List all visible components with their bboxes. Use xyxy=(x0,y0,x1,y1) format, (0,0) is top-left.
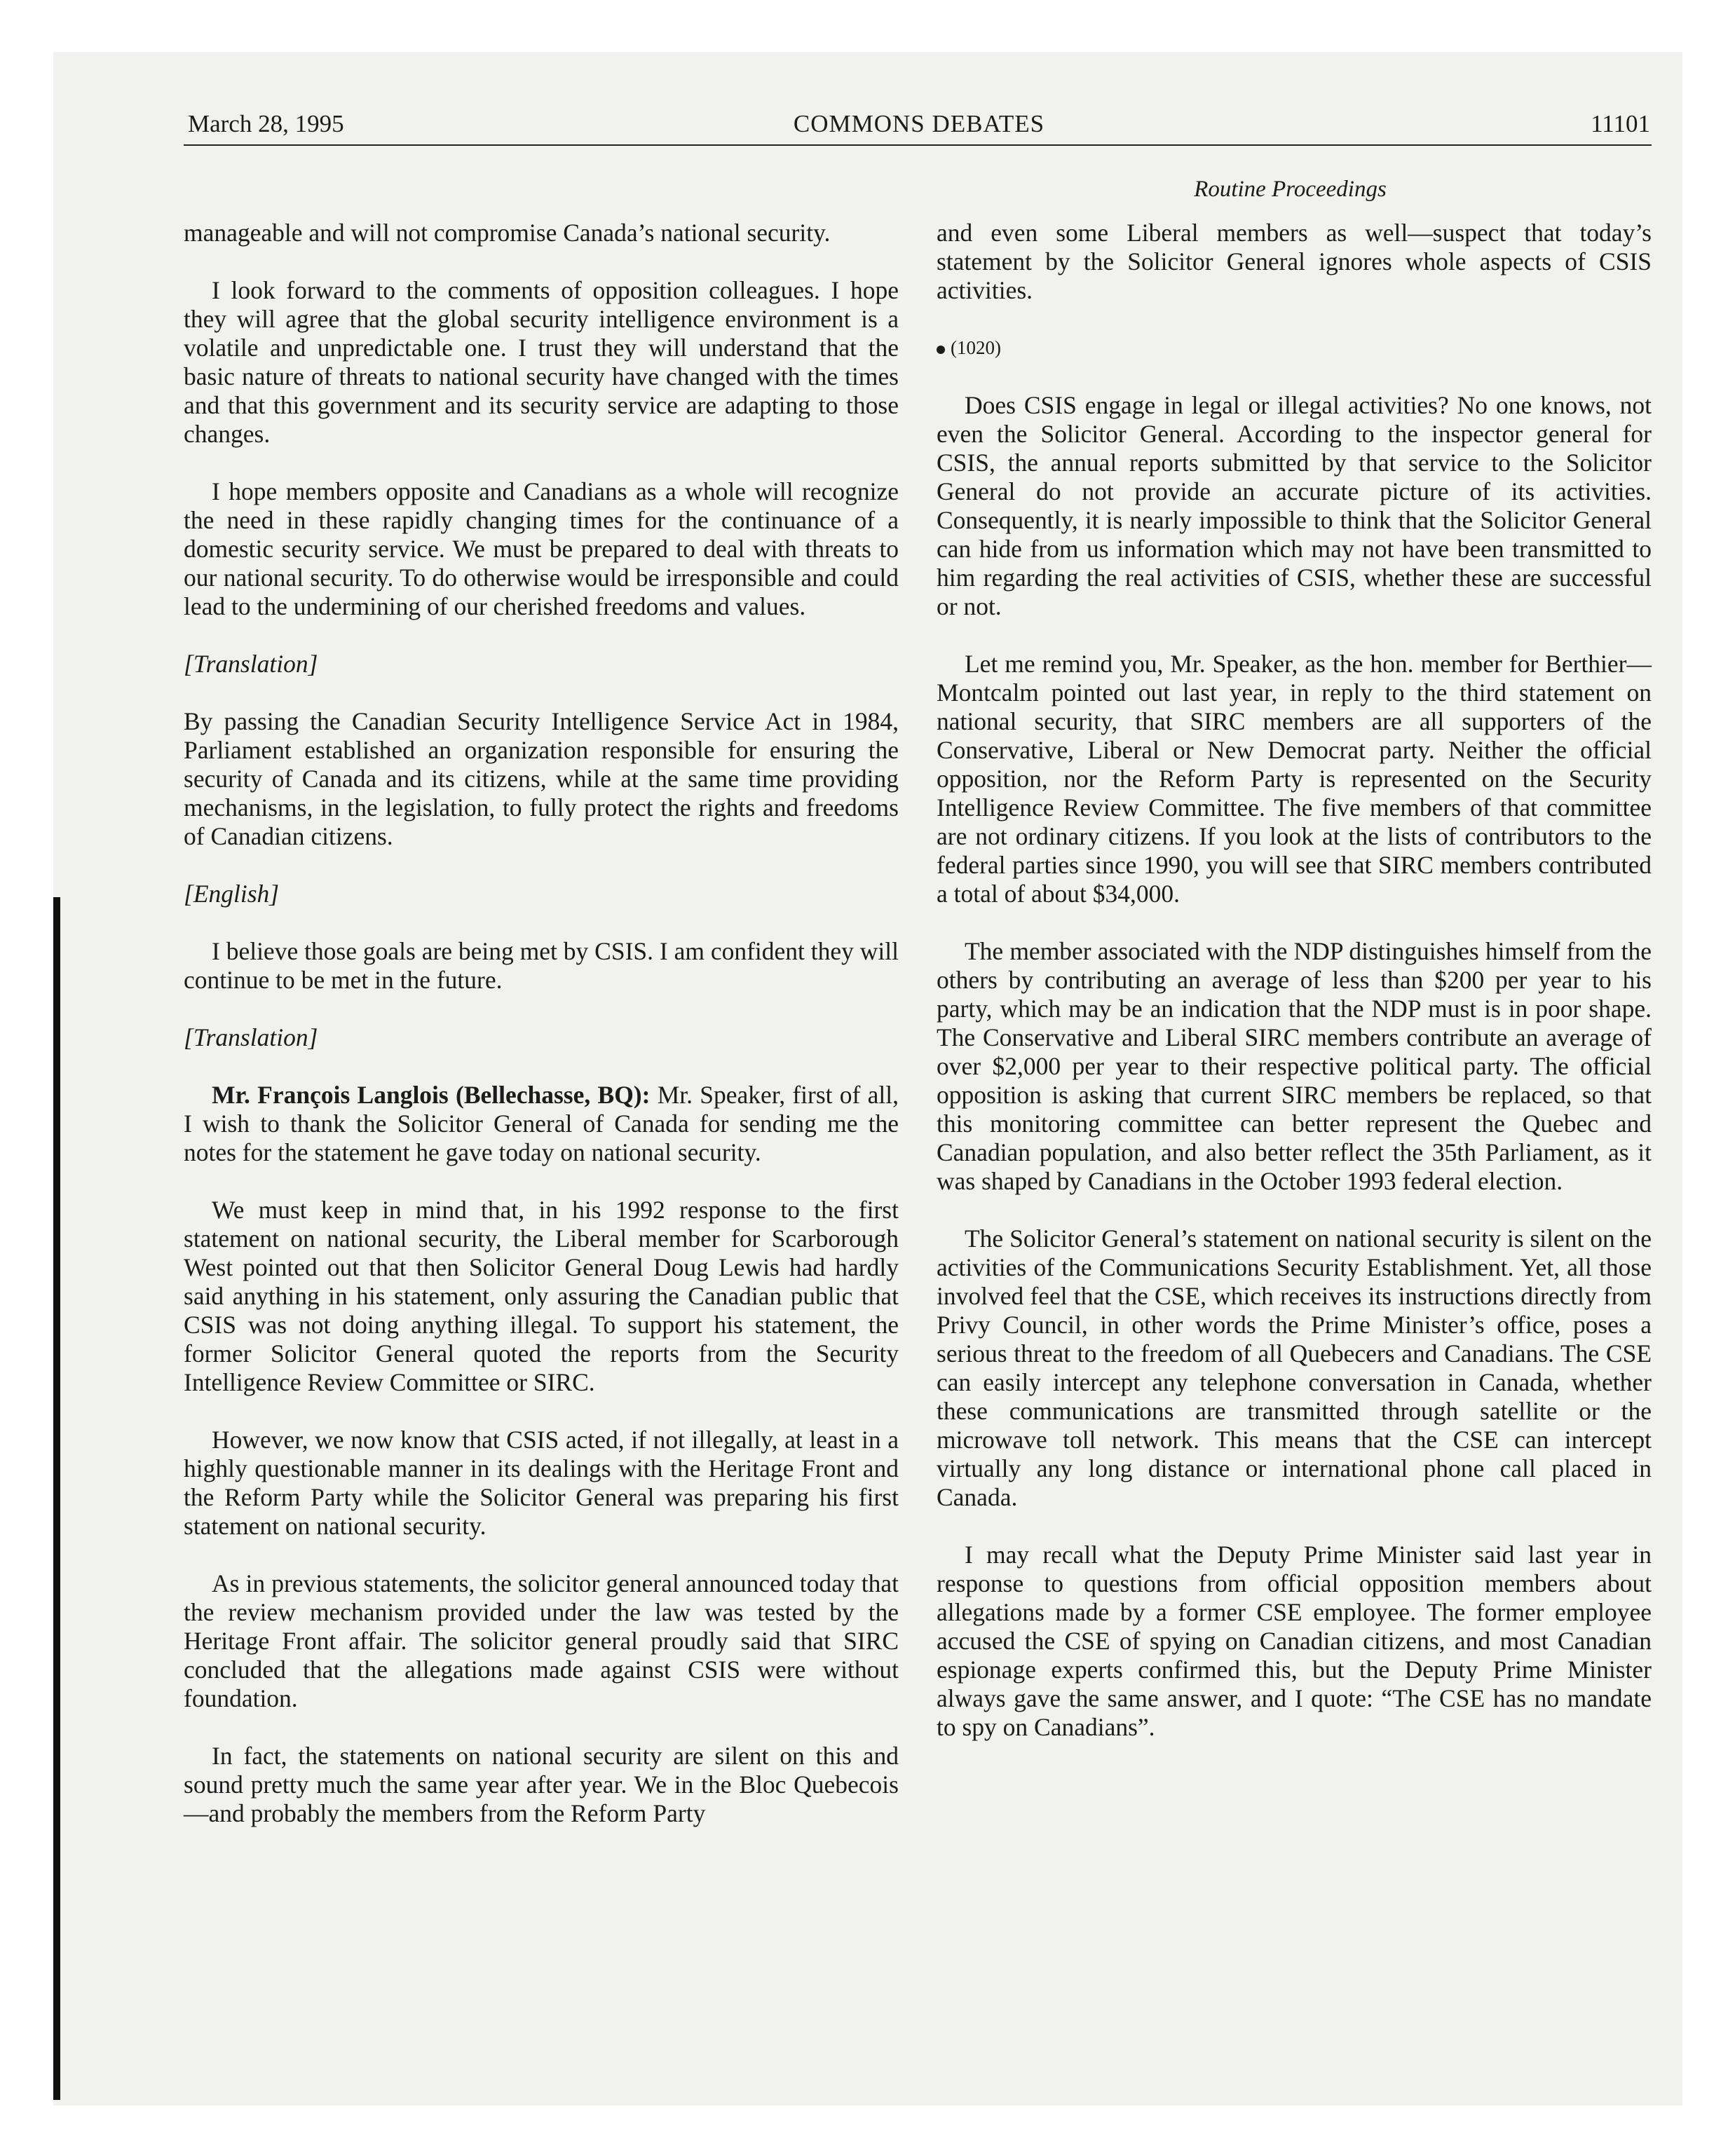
header-publication: COMMONS DEBATES xyxy=(793,110,1045,137)
paragraph: The Solicitor General’s statement on national security is silent on the activities of the Communications Security Establishment. Yet, all those involved feel that the CSE, which receives its instructions directly from Privy Council, in other words the Prime Minister’s office, poses a serious threat to the freedom of all Quebecers and Canadians. The CSE can easily intercept any telephone conversation in Canada, whether these communications are transmitted through satellite or the microwave toll network. This means that the CSE can intercept virtually any long distance or international phone call placed in Canada. xyxy=(937,1224,1652,1511)
header-date: March 28, 1995 xyxy=(188,110,344,137)
paragraph: Does CSIS engage in legal or illegal activities? No one knows, not even the Solicitor General. According to the inspector general for CSIS, the annual reports submitted by that service to the Solicitor General do not provide an accurate picture of its activities. Consequently, it is nearly impossible to think that the Solicitor General can hide from us information which may not have been transmitted to him regarding the real activities of CSIS, whether these are successful or not. xyxy=(937,391,1652,620)
paragraph: In fact, the statements on national security are silent on this and sound pretty much the same year after year. We in the Bloc Quebecois—and probably the members from the Reform Party xyxy=(184,1742,899,1827)
paragraph: Let me remind you, Mr. Speaker, as the hon. member for Berthier—Montcalm pointed out last year, in reply to the third statement on national security, that SIRC members are all supporters of the Conservative, Liberal or New Democrat party. Neither the official opposition, nor the Reform Party is represented on the Security Intelligence Review Committee. The five members of that committee are not ordinary citizens. If you look at the lists of contributors to the federal parties since 1990, you will see that SIRC members contributed a total of about $34,000. xyxy=(937,650,1652,908)
speaker-text: Mr. Speaker, first of all, I wish to thank the Solicitor General of Canada for sending me the notes for the statement he gave today on national security. xyxy=(184,1081,899,1166)
time-marker-label: (1020) xyxy=(951,337,1001,358)
scan-edge-shadow xyxy=(53,897,60,2100)
time-marker xyxy=(937,334,1652,362)
bullet-icon xyxy=(937,346,945,354)
paragraph: I believe those goals are being met by CSIS. I am confident they will continue to be met in the future. xyxy=(184,937,899,994)
section-title: Routine Proceedings xyxy=(1194,177,1387,202)
right-column xyxy=(937,219,1652,1770)
paragraph: As in previous statements, the solicitor general announced today that the review mechanism provided under the law was tested by the Heritage Front affair. The solicitor general proudly said that SIRC concluded that the allegations made against CSIS were without foundation. xyxy=(184,1569,899,1712)
paragraph: I look forward to the comments of opposition colleagues. I hope they will agree that the global security intelligence environment is a volatile and unpredictable one. I trust they will understand that the basic nature of threats to national security have changed with the times and that this government and its security service are adapting to those changes. xyxy=(184,276,899,448)
paragraph: I hope members opposite and Canadians as a whole will recognize the need in these rapidly changing times for the continuance of a domestic security service. We must be prepared to deal with threats to our national security. To do otherwise would be irresponsible and could lead to the undermining of our cherished freedoms and values. xyxy=(184,477,899,620)
paragraph: However, we now know that CSIS acted, if not illegally, at least in a highly questionable manner in its dealings with the Heritage Front and the Reform Party while the Solicitor General was preparing his first statement on national security. xyxy=(184,1426,899,1540)
translation-tag: [Translation] xyxy=(184,650,318,678)
header-rule xyxy=(184,144,1652,146)
english-tag: [English] xyxy=(184,880,280,908)
speaker-name: Mr. François Langlois (Bellechasse, BQ): xyxy=(212,1081,651,1109)
header-page-number: 11101 xyxy=(1591,110,1650,137)
paragraph: The member associated with the NDP distinguishes himself from the others by contributing an average of less than $200 per year to his party, which may be an indication that the NDP must is in poor shape. The Conservative and Liberal SIRC members contribute an average of over $2,000 per year to their respective political party. The official opposition is asking that current SIRC members be replaced, so that this monitoring committee can better represent the Quebec and Canadian population, and also better reflect the 35th Parliament, as it was shaped by Canadians in the October 1993 federal election. xyxy=(937,937,1652,1195)
left-column xyxy=(184,219,899,1857)
page-header xyxy=(188,105,1650,143)
speaker-paragraph xyxy=(184,1081,899,1167)
paragraph: manageable and will not compromise Canada’s national security. xyxy=(184,219,831,247)
paragraph: We must keep in mind that, in his 1992 response to the first statement on national security, the Liberal member for Scarborough West pointed out that then Solicitor General Doug Lewis had hardly said anything in his statement, only assuring the Canadian public that CSIS was not doing anything illegal. To support his statement, the former Solicitor General quoted the reports from the Security Intelligence Review Committee or SIRC. xyxy=(184,1196,899,1396)
paragraph: and even some Liberal members as well—suspect that today’s statement by the Solicitor General ignores whole aspects of CSIS activities. xyxy=(937,219,1652,304)
paragraph: By passing the Canadian Security Intelligence Service Act in 1984, Parliament established an organization responsible for ensuring the security of Canada and its citizens, while at the same time providing mechanisms, in the legislation, to fully protect the rights and freedoms of Canadian citizens. xyxy=(184,707,899,850)
translation-tag: [Translation] xyxy=(184,1023,318,1051)
paragraph: I may recall what the Deputy Prime Minister said last year in response to questions from official opposition members about allegations made by a former CSE employee. The former employee accused the CSE of spying on Canadian citizens, and most Canadian espionage experts confirmed this, but the Deputy Prime Minister always gave the same answer, and I quote: “The CSE has no mandate to spy on Canadians”. xyxy=(937,1541,1652,1741)
